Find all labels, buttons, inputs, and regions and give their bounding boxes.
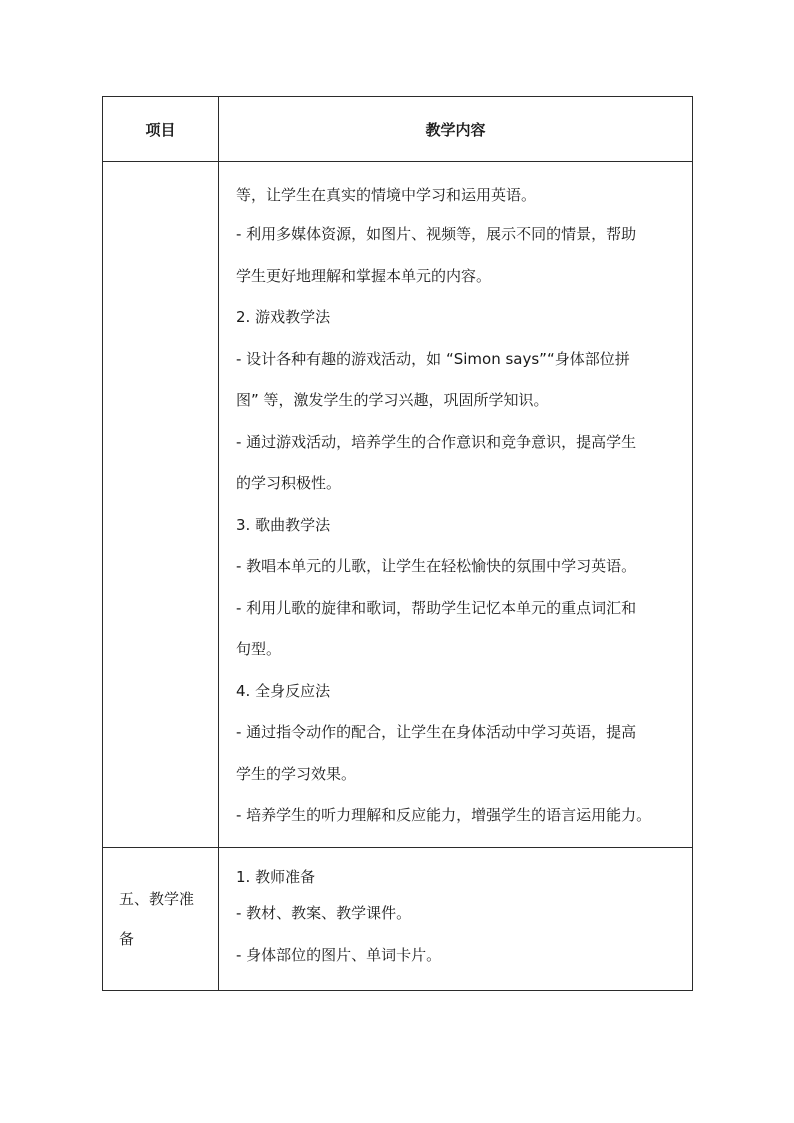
text-line: - 教材、教案、教学课件。 bbox=[236, 903, 412, 922]
text-line: - 利用儿歌的旋律和歌词，帮助学生记忆本单元的重点词汇和 bbox=[236, 598, 637, 617]
text-line: - 利用多媒体资源，如图片、视频等，展示不同的情景，帮助 bbox=[236, 225, 637, 243]
row-label-empty bbox=[103, 162, 219, 848]
text-line: 等，让学生在真实的情境中学习和运用英语。 bbox=[236, 186, 537, 204]
text-line: 句型。 bbox=[236, 640, 282, 658]
text-line: - 通过指令动作的配合，让学生在身体活动中学习英语，提高 bbox=[236, 723, 637, 741]
text-line: 图” 等，激发学生的学习兴趣，巩固所学知识。 bbox=[236, 391, 549, 409]
table-row bbox=[103, 162, 693, 848]
prep-heading-teacher: 1. 教师准备 bbox=[236, 867, 316, 886]
method-heading-tpr: 4. 全身反应法 bbox=[236, 681, 331, 700]
preparation-cell bbox=[219, 847, 693, 990]
text-line: 学生的学习效果。 bbox=[236, 764, 357, 783]
method-heading-song: 3. 歌曲教学法 bbox=[236, 515, 331, 534]
text-line: 学生更好地理解和掌握本单元的内容。 bbox=[236, 266, 492, 285]
method-heading-game: 2. 游戏教学法 bbox=[236, 308, 331, 326]
table-header-row bbox=[103, 97, 693, 162]
label-line: 五、教学准 bbox=[119, 889, 195, 908]
text-line: - 培养学生的听力理解和反应能力，增强学生的语言运用能力。 bbox=[236, 806, 652, 824]
text-line: 的学习积极性。 bbox=[236, 474, 342, 492]
teaching-methods-cell bbox=[219, 162, 693, 848]
text-line: - 通过游戏活动，培养学生的合作意识和竞争意识，提高学生 bbox=[236, 432, 637, 451]
row-label-preparation bbox=[103, 847, 219, 990]
lesson-plan-table bbox=[102, 96, 693, 991]
header-item: 项目 bbox=[103, 97, 219, 162]
text-line: - 身体部位的图片、单词卡片。 bbox=[236, 945, 442, 964]
header-content: 教学内容 bbox=[219, 97, 693, 162]
text-line: - 教唱本单元的儿歌，让学生在轻松愉快的氛围中学习英语。 bbox=[236, 557, 637, 575]
table-row bbox=[103, 847, 693, 990]
label-line: 备 bbox=[119, 929, 135, 948]
text-line: - 设计各种有趣的游戏活动，如 “Simon says”“身体部位拼 bbox=[236, 349, 630, 368]
